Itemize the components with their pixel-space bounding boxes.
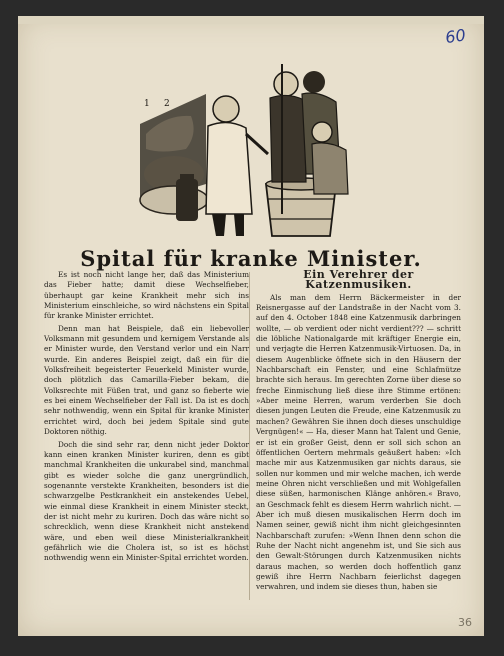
- left-paragraph: Es ist noch nicht lange her, daß das Ministerium das Fieber hatte; damit diese Wechselfieber, überhaupt gar keine Krankheit mehr sich ins Ministerium einschleiche, so wird nächstens ein Spital für kranke Minister errichtet.: [44, 270, 249, 321]
- pencil-mark: 36: [458, 616, 472, 629]
- right-paragraph: Als man dem Herrn Bäckermeister in der Reisnergasse auf der Landstraße in der Nacht vom 3. auf den 4. October 1848 eine Katzenmusik darbringen wollte, — ob verdient oder nicht verdient??? — schritt die löbliche Nationalgarde mit kräftiger Energie ein, und verjagte die Herren Katzenmusik-Virtuosen. Da, in diesem Augenblicke öffnete sich in den Häusern der Nachbarschaft ein Fenster, und eine Schlafmütze brachte sich heraus. Im gerechten Zorne über diese so freche Einmischung ließ diese ihre Stimme ertönen: »Aber meine Herren, warum verderben Sie doch diesen jungen Leuten die Freude, eine Katzenmusik zu machen? Gewähren Sie ihnen doch dieses unschuldige Vergnügen!« — Ha, dieser Mann hat Talent und Genie, er ist ein großer Geist, denn er soll sich schon an öffentlichen Oertern mehrmals geäußert haben: »Ich mache mir aus Katzenmusiken gar nichts daraus, sie sollen nur kommen und mir welche machen, ich werde meine Ohren nicht verschließen und mit Wohlgefallen diese süßen, harmonischen Klänge anhören.« Bravo, an Geschmack fehlt es diesem Herrn wahrlich nicht. — Aber ich muß diesen musikalischen Herrn doch im Namen seiner, gewiß nicht ihm nicht gleichgesinnten Nachbarschaft zurufen: »Wenn Ihnen denn schon die Ruhe der Nacht nicht angenehm ist, und Sie sich aus den Gewalt-Störungen durch Katzenmusiken nichts daraus machen, so werden doch hoffentlich ganz gewiß ihre Herrn Nachbarn feierlichst dagegen verwahren, und indem sie dieses thun, haben sie: [256, 292, 461, 592]
- left-paragraph: Denn man hat Beispiele, daß ein liebevoller Volksmann mit gesundem und kernigem Verstande als er Minister wurde, den Verstand verlor und ein Narr wurde. Ein anderes Beispiel zeigt, daß ein für die Volksfreiheit begeisterter Feuerkeld Minister wurde, doch plötzlich das Camarilla-Fieber bekam, die Volksrechte mit Füßen trat, und ganz so fieberte wie es bei einem Wechselfieber der Fall ist. Da ist es doch sehr nothwendig, wenn ein Spital für kranke Minister errichtet wird, doch bei jedem Spitale sind gute Doktoren nöthig.: [44, 323, 249, 437]
- left-paragraph: Doch die sind sehr rar, denn nicht jeder Doktor kann einen kranken Minister kuriren, denn es gibt manchmal Krankheiten die unkurabel sind, manchmal gibt es wieder solche die ganz unergründlich, sogenannte verstekte Krankheiten, besonders ist die schwarzgelbe Pestkrankheit ein anstekendes Uebel, wie einmal diese Krankheit in einem Minister steckt, der ist nicht mehr zu kuriren. Doch das wäre nicht so schrecklich, wenn diese Krankheit nicht anstekend wäre, und eben weil diese Ministerialkrankheit gefährlich wie die Cholera ist, so ist es höchst nothwendig wenn ein Minister-Spital errichtet worden.: [44, 439, 249, 563]
- article-heading: Ein Verehrer der Katzenmusiken.: [303, 268, 414, 292]
- column-divider: [249, 272, 250, 600]
- figure-label-1: 1: [144, 99, 150, 109]
- right-column: [256, 270, 461, 593]
- left-column: [44, 270, 249, 564]
- woodcut-illustration: [136, 54, 358, 244]
- paper-edge: [18, 16, 484, 24]
- page-title: Spital für kranke Minister.: [80, 246, 422, 271]
- handwritten-page-number: 60: [444, 25, 467, 48]
- document-sheet: [18, 16, 484, 636]
- figure-label-2: 2: [164, 99, 170, 109]
